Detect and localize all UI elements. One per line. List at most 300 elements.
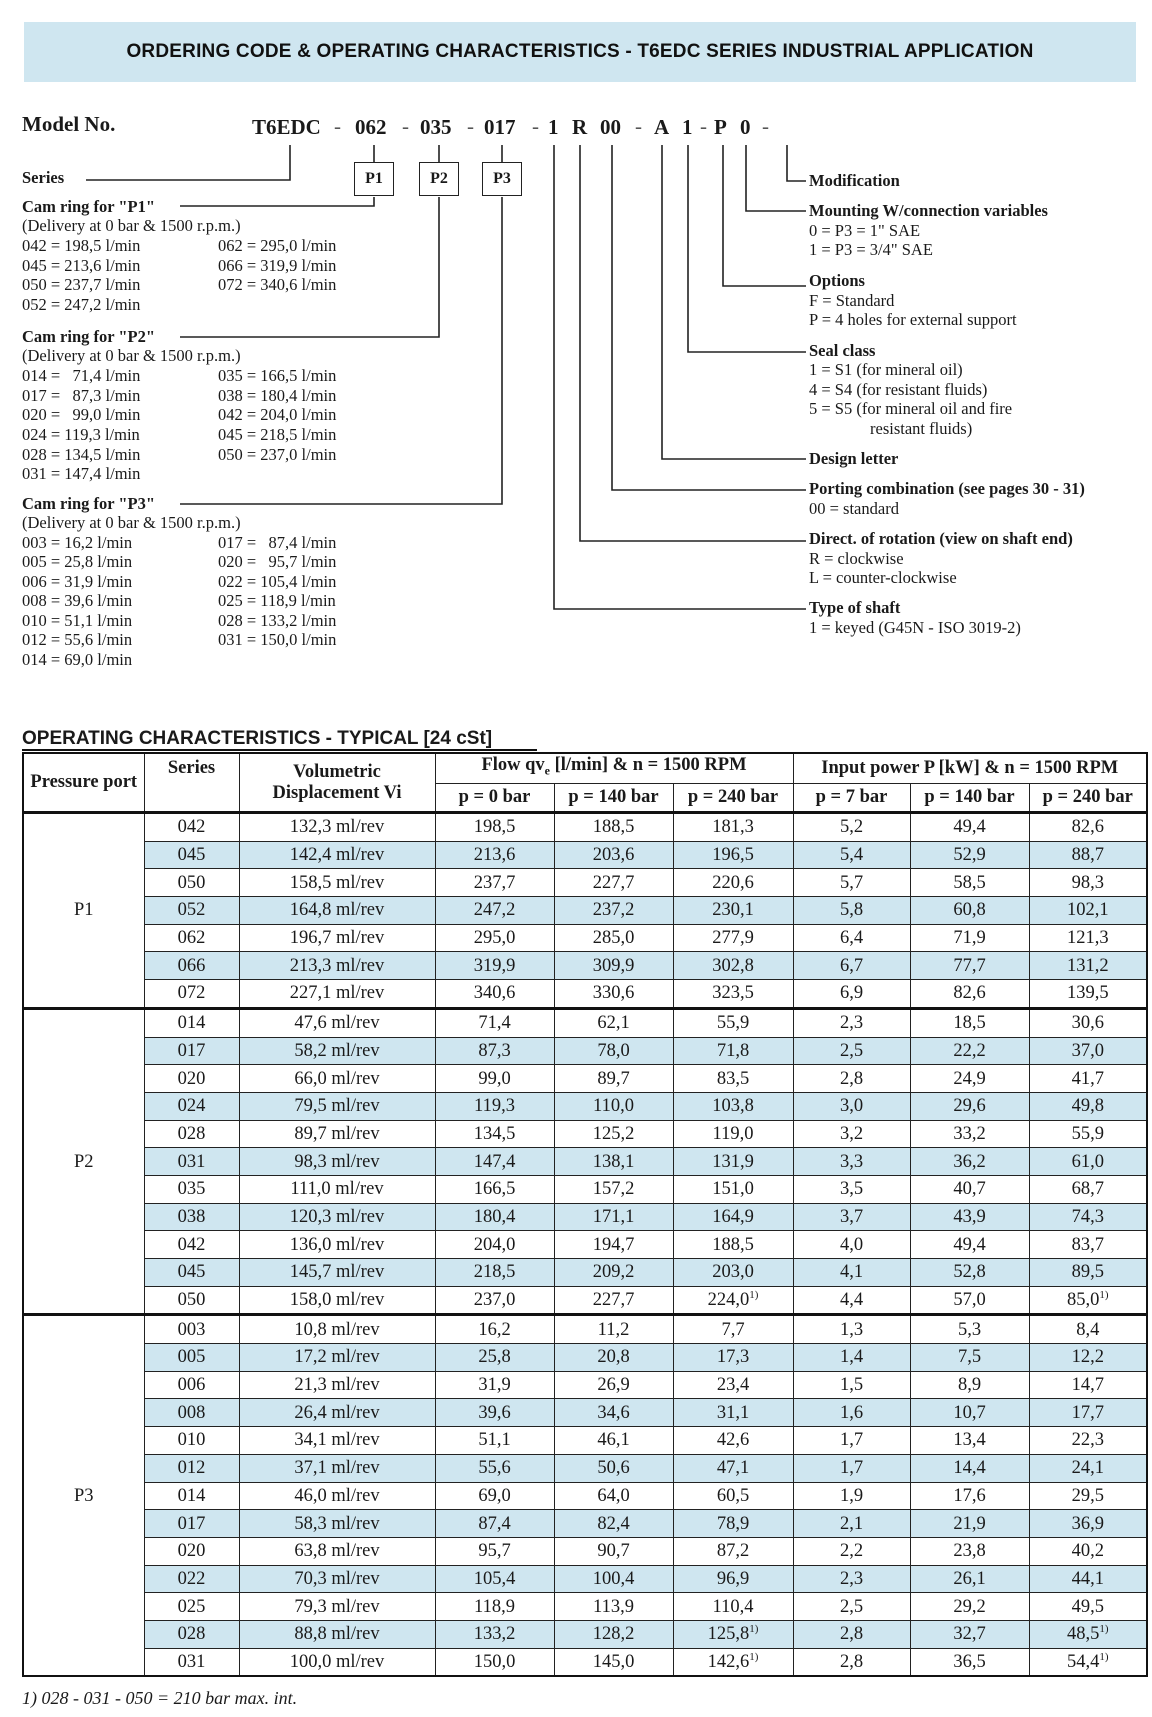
cell-value: 045 [177,845,206,866]
cell-value: 103,8 [712,1096,754,1117]
header-power-p140: p = 140 bar [910,784,1029,813]
cell-value: 82,6 [953,983,986,1004]
table-cell [239,1315,435,1344]
footnote-mark: 1) [749,1650,759,1663]
cell-value: 7,7 [721,1319,745,1340]
table-cell [793,869,910,897]
table-cell [554,1259,673,1287]
cell-value: 22,2 [953,1040,986,1061]
cell-value: 49,4 [953,817,986,838]
table-row [23,952,1147,980]
cell-value: 26,1 [953,1568,986,1589]
table-cell [435,1259,554,1287]
table-cell [793,1537,910,1565]
table-cell [554,897,673,925]
p1-list-item: 045 = 213,6 l/min [22,256,141,275]
table-row [23,813,1147,842]
cell-value: 1,7 [839,1430,864,1451]
cell-value: 17,6 [953,1485,986,1506]
cell-value: 71,4 [478,1013,511,1034]
cell-value: 79,3 ml/rev [294,1596,380,1617]
code-dash: - [635,114,642,138]
cell-value: 66,0 ml/rev [294,1068,380,1089]
design-letter-label: Design letter [809,449,899,468]
table-cell [673,1037,793,1065]
p2-list-item: 035 = 166,5 l/min [218,366,337,385]
cell-value: 017 [177,1040,206,1061]
table-cell [673,841,793,869]
ordering-code-diagram [0,0,1152,680]
cell-value: 69,0 [478,1485,511,1506]
p1-list-item: 066 = 319,9 l/min [218,256,337,275]
table-cell [144,841,239,869]
cell-value: 020 [177,1541,206,1562]
cell-value: 58,2 ml/rev [294,1040,380,1061]
table-cell [910,1537,1029,1565]
table-row [23,1037,1147,1065]
table-row [23,1427,1147,1455]
cell-value: 36,9 [1071,1513,1104,1534]
table-cell [435,1371,554,1399]
code-segment-options: P [714,115,727,139]
cell-value: 102,1 [1066,900,1109,921]
table-cell [1029,1482,1147,1510]
table-cell [910,1510,1029,1538]
table-cell [673,1092,793,1120]
table-cell [554,869,673,897]
cell-value: 203,0 [712,1262,754,1283]
cell-value: 237,2 [592,900,635,921]
table-cell [435,1008,554,1037]
cell-value: 4,1 [839,1262,864,1283]
cell-value: 138,1 [592,1151,635,1172]
cell-value: 40,2 [1071,1541,1104,1562]
cell-value: 79,5 ml/rev [294,1096,380,1117]
table-cell [554,1565,673,1593]
table-cell [910,1175,1029,1203]
cell-value: 82,4 [597,1513,630,1534]
cell-value: 028 [177,1624,206,1645]
cell-value: 5,2 [839,817,864,838]
table-cell [1029,1065,1147,1093]
table-cell [239,1259,435,1287]
cell-value: 89,7 ml/rev [294,1123,380,1144]
p1-note: (Delivery at 0 bar & 1500 r.p.m.) [22,216,241,235]
cell-value: 131,2 [1066,955,1109,976]
table-cell [435,1120,554,1148]
cell-value: 2,5 [839,1040,864,1061]
table-cell [554,1065,673,1093]
cell-value: 1,6 [839,1402,864,1423]
table-cell [239,1203,435,1231]
port-cell: P1 [23,813,144,1009]
p2-list-item: 045 = 218,5 l/min [218,425,337,444]
table-cell [239,1065,435,1093]
table-cell [793,1231,910,1259]
code-dash: - [700,114,707,138]
cell-value: 100,0 ml/rev [289,1651,385,1672]
code-segment-p3: 017 [484,115,516,139]
table-cell [554,1120,673,1148]
table-cell [673,1427,793,1455]
table-cell [1029,1371,1147,1399]
cell-value: 2,8 [839,1624,864,1645]
cell-value: 031 [177,1151,206,1172]
cell-value: 323,5 [712,983,754,1004]
cell-value: 26,4 ml/rev [294,1402,380,1423]
cell-value: 23,8 [953,1541,986,1562]
cell-value: 158,5 ml/rev [289,872,385,893]
header-flow-sub: e [544,763,550,778]
code-segment-p1: 062 [355,115,387,139]
cell-value: 198,5 [473,817,516,838]
table-cell [673,1120,793,1148]
table-row [23,869,1147,897]
table-cell [144,1399,239,1427]
cell-value: 83,5 [716,1068,750,1089]
table-cell [435,1203,554,1231]
cell-value: 237,0 [473,1290,516,1311]
table-cell [144,1175,239,1203]
header-flow-p0: p = 0 bar [435,784,554,813]
table-cell [673,1065,793,1093]
p2-list-item: 024 = 119,3 l/min [22,425,140,444]
table-row [23,1399,1147,1427]
table-row [23,897,1147,925]
porting-title: Porting combination (see pages 30 - 31) [809,479,1085,498]
table-cell [793,1593,910,1621]
mounting-option: 0 = P3 = 1" SAE [809,221,921,240]
table-cell [1029,1008,1147,1037]
table-cell [144,1203,239,1231]
cell-value: 6,9 [839,983,864,1004]
table-cell [1029,1399,1147,1427]
cell-value: 7,5 [957,1347,982,1368]
cell-value: 120,3 ml/rev [289,1206,385,1227]
table-cell [1029,813,1147,842]
cell-value: 319,9 [473,955,516,976]
cell-value: 98,3 [1071,872,1104,893]
cell-value: 51,1 [478,1430,511,1451]
p3-title: Cam ring for "P3" [22,494,156,513]
table-cell [910,1399,1029,1427]
p3-list-item: 028 = 133,2 l/min [218,611,337,630]
cell-value: 188,5 [592,817,635,838]
table-cell [144,1593,239,1621]
table-cell [673,1510,793,1538]
table-cell [144,1537,239,1565]
table-cell [673,1259,793,1287]
table-cell [144,1065,239,1093]
table-cell [793,1037,910,1065]
cell-value: 164,9 [712,1206,754,1227]
cell-value: 131,9 [712,1151,754,1172]
table-cell [1029,1565,1147,1593]
code-dash: - [467,114,474,138]
cell-value: 22,3 [1071,1430,1104,1451]
cell-value: 1,3 [839,1319,864,1340]
cell-value: 2,2 [839,1541,864,1562]
cell-value: 247,2 [473,900,516,921]
table-cell [910,813,1029,842]
table-cell [1029,1092,1147,1120]
cell-value: 121,3 [1066,928,1109,949]
table-cell [673,952,793,980]
table-cell [554,1037,673,1065]
table-cell [554,1454,673,1482]
table-cell [435,813,554,842]
cell-value: 88,8 ml/rev [294,1624,380,1645]
cell-value: 62,1 [597,1013,630,1034]
cell-value: 111,0 ml/rev [290,1179,384,1200]
p3-list-item: 010 = 51,1 l/min [22,611,133,630]
p3-list-item: 008 = 39,6 l/min [22,591,133,610]
footnote-mark: 1) [1099,1650,1109,1663]
table-cell [673,897,793,925]
table-cell [435,1427,554,1455]
code-segment-rotation: R [572,115,588,139]
table-cell [910,1482,1029,1510]
p3-list-item: 005 = 25,8 l/min [22,552,133,571]
table-cell [239,1620,435,1648]
cell-value: 110,4 [712,1596,754,1617]
table-cell [435,841,554,869]
cell-value: 39,6 [478,1402,511,1423]
table-cell [1029,869,1147,897]
p1-list-item: 042 = 198,5 l/min [22,236,141,255]
table-row [23,1510,1147,1538]
table-cell [1029,1593,1147,1621]
table-cell [435,1593,554,1621]
cell-value: 133,2 [473,1624,516,1645]
table-cell [1029,980,1147,1009]
table-cell [554,1593,673,1621]
table-cell [793,841,910,869]
table-cell [435,1148,554,1176]
table-cell [1029,1231,1147,1259]
table-cell [435,1286,554,1315]
cell-value: 17,7 [1071,1402,1104,1423]
cell-value: 24,9 [953,1068,986,1089]
cell-value: 47,6 ml/rev [294,1013,380,1034]
table-cell [1029,1315,1147,1344]
cell-value: 042 [177,817,206,838]
table-cell [239,980,435,1009]
cell-value: 68,7 [1071,1179,1104,1200]
table-cell [1029,952,1147,980]
p3-list-item: 025 = 118,9 l/min [218,591,336,610]
cell-value: 78,0 [597,1040,630,1061]
table-cell [793,1510,910,1538]
table-cell [554,1286,673,1315]
table-cell [1029,1286,1147,1315]
header-displacement: Volumetric Displacement Vi [239,753,435,813]
table-cell [910,980,1029,1009]
cell-value: 227,1 ml/rev [289,983,385,1004]
table-row [23,924,1147,952]
seal-option: 1 = S1 (for mineral oil) [809,360,963,379]
cell-value: 151,0 [712,1179,754,1200]
modification-label: Modification [809,171,900,190]
cell-value: 31,1 [716,1402,750,1423]
table-cell [910,1203,1029,1231]
header-power-p240: p = 240 bar [1029,784,1147,813]
footnote-mark: 1) [1099,1288,1109,1301]
table-cell [144,1427,239,1455]
table-cell [239,1231,435,1259]
code-segment-porting: 00 [600,115,621,139]
cell-value: 34,1 ml/rev [294,1430,380,1451]
cell-value: 26,9 [597,1375,630,1396]
cell-value: 142,4 ml/rev [289,845,385,866]
header-flow [435,753,793,784]
table-cell [554,1092,673,1120]
cell-value: 157,2 [592,1179,635,1200]
cell-value: 34,6 [597,1402,630,1423]
cell-value: 181,3 [712,817,754,838]
series-label: Series [22,168,65,187]
table-cell [144,1482,239,1510]
cell-value: 042 [177,1234,206,1255]
cell-value: 87,2 [716,1541,750,1562]
table-cell [239,1593,435,1621]
cell-value: 340,6 [473,983,516,1004]
p2-list-item: 017 = 87,3 l/min [22,386,141,405]
cell-value: 42,6 [716,1430,750,1451]
table-row [23,1286,1147,1315]
table-cell [144,897,239,925]
table-cell [673,924,793,952]
table-cell [554,1510,673,1538]
table-cell [554,1371,673,1399]
table-cell [673,1454,793,1482]
cell-value: 166,5 [473,1179,516,1200]
table-cell [435,1648,554,1676]
code-segment-p2: 035 [420,115,452,139]
table-row [23,1648,1147,1676]
cell-value: 44,1 [1071,1568,1104,1589]
table-cell [239,1454,435,1482]
table-cell [435,897,554,925]
cell-value: 134,5 [473,1123,516,1144]
cell-value: 309,9 [592,955,635,976]
table-cell [793,1120,910,1148]
table-cell [435,1175,554,1203]
table-cell [435,1231,554,1259]
cell-value: 4,0 [839,1234,864,1255]
table-cell [435,1620,554,1648]
table-cell [793,924,910,952]
table-cell [1029,1037,1147,1065]
cell-value: 017 [177,1513,206,1534]
table-cell [144,980,239,1009]
cell-value: 30,6 [1071,1013,1104,1034]
cell-value: 98,3 ml/rev [294,1151,380,1172]
cell-value: 2,8 [839,1651,864,1672]
cell-value: 12,2 [1071,1347,1104,1368]
cell-value: 58,3 ml/rev [294,1513,380,1534]
cell-value: 41,7 [1071,1068,1104,1089]
p2-list-item: 038 = 180,4 l/min [218,386,337,405]
cell-value: 147,4 [473,1151,516,1172]
cell-value: 8,9 [957,1375,982,1396]
cell-value: 99,0 [478,1068,511,1089]
cell-value: 61,0 [1071,1151,1104,1172]
code-segment-design: A [654,115,670,139]
cell-value: 110,0 [593,1096,634,1117]
cell-value: 77,7 [953,955,986,976]
table-cell [673,1593,793,1621]
table-row [23,1148,1147,1176]
table-cell [910,1454,1029,1482]
table-cell [673,1315,793,1344]
ordering-code-leader-lines [0,0,1152,680]
cell-value: 96,9 [716,1568,750,1589]
cell-value: 24,1 [1071,1458,1104,1479]
cell-value: 113,9 [593,1596,634,1617]
table-cell [554,813,673,842]
cell-value: 237,7 [473,872,516,893]
footnote-mark: 1) [749,1623,759,1636]
table-cell [554,1148,673,1176]
cell-value: 072 [177,983,206,1004]
cell-value: 105,4 [473,1568,516,1589]
table-cell [554,1620,673,1648]
cell-value: 209,2 [592,1262,635,1283]
cell-value: 10,7 [953,1402,986,1423]
table-cell [793,1259,910,1287]
p1-title: Cam ring for "P1" [22,197,156,216]
table-cell [1029,1510,1147,1538]
cell-value: 010 [177,1430,206,1451]
cell-value: 52,9 [953,845,986,866]
table-cell [239,1537,435,1565]
cell-value: 33,2 [953,1123,986,1144]
cell-value: 031 [177,1651,206,1672]
table-row [23,1537,1147,1565]
table-cell [554,1399,673,1427]
cell-value: 60,8 [953,900,986,921]
cell-value: 2,3 [839,1013,864,1034]
cell-value: 005 [177,1347,206,1368]
table-cell [910,1008,1029,1037]
cell-value: 003 [177,1319,206,1340]
p3-note: (Delivery at 0 bar & 1500 r.p.m.) [22,513,241,532]
cell-value: 006 [177,1375,206,1396]
cell-value: 8,4 [1076,1319,1100,1340]
cell-value: 139,5 [1066,983,1109,1004]
table-cell [1029,841,1147,869]
table-cell [793,980,910,1009]
cell-value: 57,0 [953,1290,986,1311]
port-group-p3 [23,1315,1147,1676]
table-cell [239,897,435,925]
cell-value: 49,8 [1071,1096,1104,1117]
rotation-title: Direct. of rotation (view on shaft end) [809,529,1073,548]
cell-value: 2,8 [839,1068,864,1089]
header-port: Pressure port [23,753,144,813]
cell-value: 2,5 [839,1596,864,1617]
porting-option: 00 = standard [809,499,899,518]
table-cell [910,1344,1029,1372]
cell-value: 6,7 [839,955,864,976]
table-cell [673,1620,793,1648]
cell-value: 052 [177,900,206,921]
cell-value: 11,2 [597,1319,630,1340]
table-cell [435,869,554,897]
cell-value: 062 [177,928,206,949]
p3-list-item: 017 = 87,4 l/min [218,533,337,552]
